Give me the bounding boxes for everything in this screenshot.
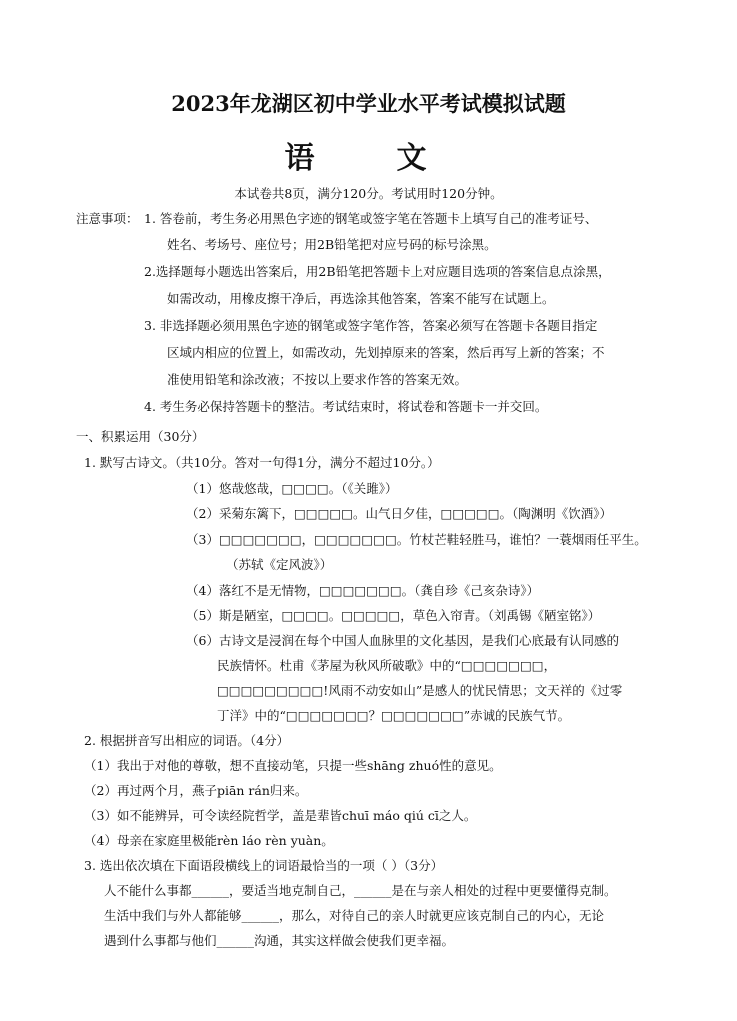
q1-item-2: （2）采菊东篱下，□□□□□。山气日夕佳，□□□□□。（陶渊明《饮酒》） [186,506,613,521]
q1-heading: 1. 默写古诗文。（共10分。答对一句得1分，满分不超过10分。） [84,455,440,470]
q3-heading: 3. 选出依次填在下面语段横线上的词语最恰当的一项（ ）（3分） [84,858,444,873]
notice-item-3b: 区域内相应的位置上，如需改动，先划掉原来的答案，然后再写上新的答案；不 [167,345,605,360]
exam-info: 本试卷共8页，满分120分。考试用时120分钟。 [234,186,503,201]
q3-paragraph-line-2: 生活中我们与外人都能够______，那么，对待自己的亲人时就更应该克制自己的内心，无论 [104,908,605,923]
notice-label: 注意事项： [76,211,139,226]
section-heading: 一、积累运用（30分） [76,429,205,444]
notice-item-3c: 准使用铅笔和涂改液；不按以上要求作答的答案无效。 [167,372,468,387]
notice-item-1a: 1. 答卷前，考生务必用黑色字迹的钢笔或签字笔在答题卡上填写自己的准考证号、 [144,211,598,226]
q1-item-3a: （3）□□□□□□□，□□□□□□□。竹杖芒鞋轻胜马，谁怕？一蓑烟雨任平生。 [186,532,647,547]
q1-item-4: （4）落红不是无情物，□□□□□□□。（龚自珍《己亥杂诗》） [186,583,540,598]
q1-item-1: （1）悠哉悠哉，□□□□。（《关雎》） [186,481,398,496]
notice-item-4: 4. 考生务必保持答题卡的整洁。考试结束时，将试卷和答题卡一并交回。 [144,399,548,414]
q1-item-6d: 丁洋》中的“□□□□□□□？□□□□□□□”赤诚的民族气节。 [217,708,571,723]
q1-item-6a: （6）古诗文是浸润在每个中国人血脉里的文化基因，是我们心底最有认同感的 [186,633,619,648]
q3-paragraph-line-3: 遇到什么事都与他们______沟通，其实这样做会使我们更幸福。 [104,933,455,948]
q2-heading: 2. 根据拼音写出相应的词语。（4分） [84,733,290,748]
subject-heading: 语 文 [284,141,453,176]
q2-item-2: （2）再过两个月，燕子piān rán归来。 [84,783,308,798]
exam-title: 2023年龙湖区初中学业水平考试模拟试题 [171,91,566,116]
q1-item-5: （5）斯是陋室，□□□□。□□□□□，草色入帘青。（刘禹锡《陋室铭》） [186,608,601,623]
notice-item-2a: 2.选择题每小题选出答案后，用2B铅笔把答题卡上对应题目选项的答案信息点涂黑， [144,264,611,279]
q2-item-1: （1）我出于对他的尊敬，想不直接动笔，只提一些shāng zhuó性的意见。 [84,758,502,773]
q1-item-6c: □□□□□□□□□!风雨不动安如山”是感人的忧民情思；文天祥的《过零 [217,683,623,698]
q1-item-3b: （苏轼《定风波》） [226,557,333,572]
q2-item-4: （4）母亲在家庭里极能rèn láo rèn yuàn。 [84,833,334,848]
q1-item-6b: 民族情怀。杜甫《茅屋为秋风所破歌》中的“□□□□□□□， [217,658,557,673]
notice-item-2b: 如需改动，用橡皮擦干净后，再选涂其他答案，答案不能写在试题上。 [167,291,555,306]
q2-item-3: （3）如不能辨异，可令读经院哲学，盖是辈皆chuī máo qiú cī之人。 [84,808,477,823]
notice-item-3a: 3. 非选择题必须用黑色字迹的钢笔或签字笔作答，答案必须写在答题卡各题目指定 [144,318,598,333]
q3-paragraph-line-1: 人不能什么事都______，要适当地克制自己，______是在与亲人相处的过程中更要懂得克制。 [104,883,617,898]
notice-item-1b: 姓名、考场号、座位号；用2B铅笔把对应号码的标号涂黑。 [167,237,497,252]
